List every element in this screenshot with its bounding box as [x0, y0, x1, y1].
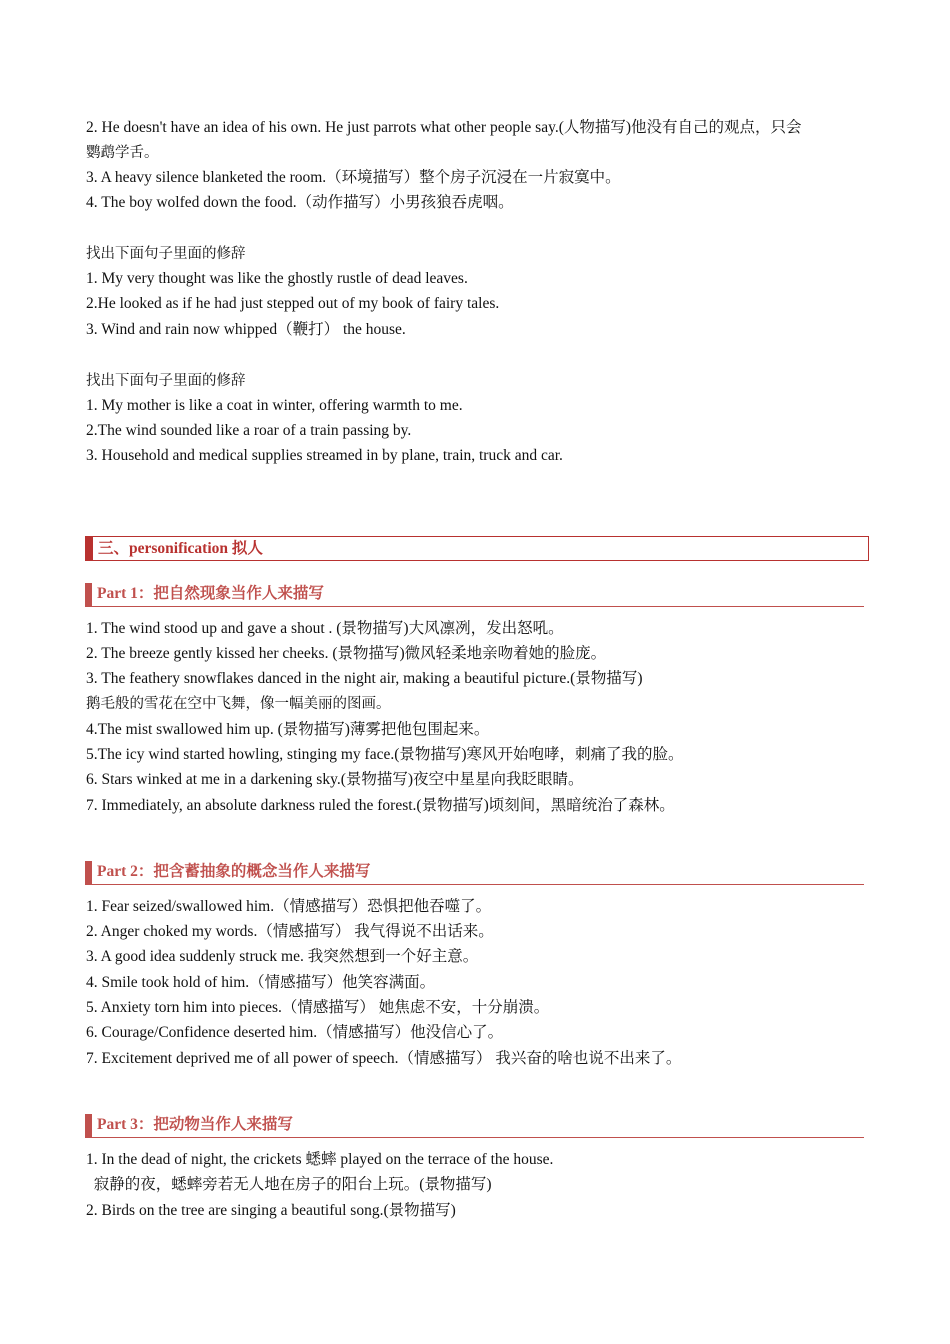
intro-line-3: 3. A heavy silence blanketed the room.（环境描写）整个房子沉浸在一片寂寞中。: [86, 169, 621, 186]
intro-line-1: 2. He doesn't have an idea of his own. He just parrots what other people say.(人物描写)他没有自己的观点，只会: [86, 119, 802, 136]
intro-line-4: 4. The boy wolfed down the food.（动作描写）小男孩狼吞虎咽。: [86, 194, 514, 211]
exercise1-heading: 找出下面句子里面的修辞: [86, 246, 246, 262]
exercise1-item: 3. Wind and rain now whipped（鞭打） the house.: [86, 321, 406, 338]
section-header-box: [85, 536, 869, 561]
part1-item: 3. The feathery snowflakes danced in the night air, making a beautiful picture.(景物描写): [86, 670, 643, 687]
part2-item: 1. Fear seized/swallowed him.（情感描写）恐惧把他吞噬了。: [86, 898, 492, 915]
part2-item: 7. Excitement deprived me of all power of speech.（情感描写） 我兴奋的啥也说不出来了。: [86, 1050, 682, 1067]
part1-header: [85, 583, 864, 607]
part3-item: 1. In the dead of night, the crickets 蟋蟀 played on the terrace of the house.: [86, 1151, 554, 1168]
part2-accent-bar: [85, 861, 92, 884]
part3-title: Part 3：把动物当作人来描写: [97, 1116, 293, 1133]
part1-item: 5.The icy wind started howling, stinging my face.(景物描写)寒风开始咆哮，刺痛了我的脸。: [86, 746, 684, 763]
part1-item: 6. Stars winked at me in a darkening sky.(景物描写)夜空中星星向我眨眼睛。: [86, 771, 584, 788]
part1-item: 4.The mist swallowed him up. (景物描写)薄雾把他包围起来。: [86, 721, 490, 738]
part1-accent-bar: [85, 583, 92, 606]
part1-title: Part 1：把自然现象当作人来描写: [97, 585, 324, 602]
exercise1-item: 2.He looked as if he had just stepped out of my book of fairy tales.: [86, 295, 500, 312]
part2-header: [85, 861, 864, 885]
part1-item: 2. The breeze gently kissed her cheeks. (景物描写)微风轻柔地亲吻着她的脸庞。: [86, 645, 607, 662]
part1-item: 1. The wind stood up and gave a shout . (景物描写)大风凛冽，发出怒吼。: [86, 620, 564, 637]
exercise2-item: 1. My mother is like a coat in winter, offering warmth to me.: [86, 397, 463, 414]
section-title: 三、personification 拟人: [98, 540, 263, 557]
section-accent-bar: [86, 537, 93, 560]
part2-item: 5. Anxiety torn him into pieces.（情感描写） 她焦虑不安，十分崩溃。: [86, 999, 550, 1016]
part3-item: 寂静的夜，蟋蟀旁若无人地在房子的阳台上玩。(景物描写): [86, 1176, 492, 1193]
part2-item: 6. Courage/Confidence deserted him.（情感描写）他没信心了。: [86, 1024, 504, 1041]
exercise2-item: 2.The wind sounded like a roar of a train passing by.: [86, 422, 412, 439]
intro-line-2: 鹦鹉学舌。: [86, 145, 159, 161]
exercise2-item: 3. Household and medical supplies streamed in by plane, train, truck and car.: [86, 447, 563, 464]
part3-item: 2. Birds on the tree are singing a beautiful song.(景物描写): [86, 1202, 456, 1219]
part2-item: 4. Smile took hold of him.（情感描写）他笑容满面。: [86, 974, 436, 991]
exercise1-item: 1. My very thought was like the ghostly rustle of dead leaves.: [86, 270, 468, 287]
part1-item: 鹅毛般的雪花在空中飞舞，像一幅美丽的图画。: [86, 696, 391, 712]
part2-item: 3. A good idea suddenly struck me. 我突然想到一个好主意。: [86, 948, 479, 965]
part3-header: [85, 1114, 864, 1138]
part2-item: 2. Anger choked my words.（情感描写） 我气得说不出话来。: [86, 923, 494, 940]
exercise2-heading: 找出下面句子里面的修辞: [86, 373, 246, 389]
part3-accent-bar: [85, 1114, 92, 1137]
part1-item: 7. Immediately, an absolute darkness ruled the forest.(景物描写)顷刻间，黑暗统治了森林。: [86, 797, 675, 814]
part2-title: Part 2：把含蓄抽象的概念当作人来描写: [97, 863, 371, 880]
